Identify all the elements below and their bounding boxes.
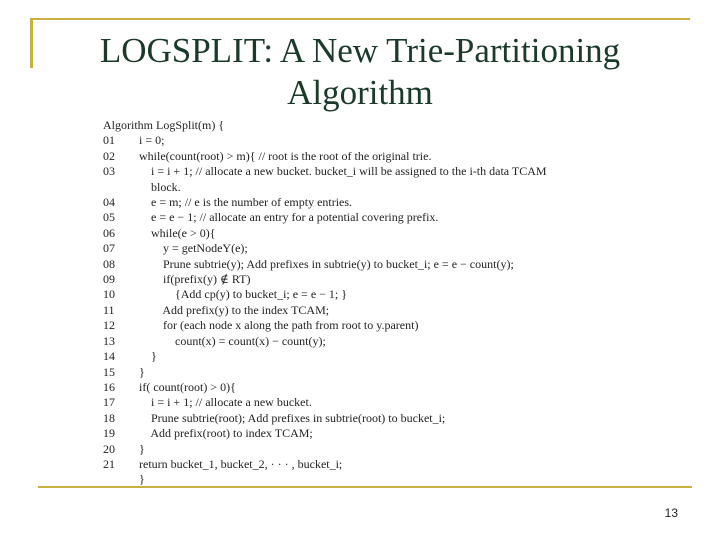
algorithm-line [103,241,643,256]
slide-title: LOGSPLIT: A New Trie-Partitioning Algorithm [99,31,621,112]
line-number: 16 [103,379,115,394]
line-number: 03 [103,164,115,179]
line-number [103,472,139,487]
line-number: 02 [103,148,115,163]
line-code: Add prefix(y) to the index TCAM; [139,302,330,317]
line-code: i = i + 1; // allocate a new bucket. [139,395,312,410]
line-code: i = 0; [139,133,165,148]
algorithm-line [103,195,643,210]
line-code: y = getNodeY(e); [139,241,248,256]
algorithm-line [103,349,643,364]
line-number: 18 [103,410,115,425]
algorithm-header [103,118,643,133]
algorithm-line [103,287,643,302]
line-code: e = m; // e is the number of empty entries. [139,195,353,210]
line-code: for (each node x along the path from root to y.parent) [139,318,419,333]
algorithm-line [103,442,643,457]
algorithm-line [103,180,643,195]
algorithm-line [103,257,643,272]
line-number: 21 [103,456,115,471]
line-code: Prune subtrie(root); Add prefixes in subtrie(root) to bucket_i; [139,410,446,425]
algorithm-line [103,164,643,179]
algorithm-line [103,272,643,287]
line-code: if( count(root) > 0){ [139,379,236,394]
line-number: 20 [103,441,115,456]
line-number: 07 [103,241,115,256]
line-number: 01 [103,133,115,148]
algorithm-line [103,133,643,148]
accent-bar-vertical [30,18,33,68]
line-code: i = i + 1; // allocate a new bucket. bucket_i will be assigned to the i-th data TCAM [139,164,547,179]
algorithm-line [103,395,643,410]
algorithm-header-text: Algorithm LogSplit(m) { [103,118,225,132]
line-code: } [139,349,157,364]
line-code: } [139,364,145,379]
line-code: while(count(root) > m){ // root is the root of the original trie. [139,148,432,163]
line-number: 05 [103,210,115,225]
line-code: Prune subtrie(y); Add prefixes in subtrie(y) to bucket_i; e = e − count(y); [139,256,514,271]
algorithm-line [103,411,643,426]
line-number: 11 [103,302,115,317]
algorithm-line [103,318,643,333]
line-code: if(prefix(y) ∉ RT) [139,272,251,287]
algorithm-line [103,334,643,349]
algorithm-line [103,303,643,318]
algorithm-line [103,226,643,241]
algorithm-line [103,472,643,487]
line-number: 13 [103,333,115,348]
line-number: 14 [103,349,115,364]
algorithm-line [103,426,643,441]
line-number: 04 [103,195,115,210]
line-number: 10 [103,287,115,302]
line-code: return bucket_1, bucket_2, · · · , bucket_i; [139,456,343,471]
line-code: count(x) = count(x) − count(y); [139,333,326,348]
line-number: 08 [103,256,115,271]
line-number: 06 [103,225,115,240]
line-code: } [139,472,145,487]
page-number: 13 [664,506,678,520]
line-code: Add prefix(root) to index TCAM; [139,426,313,441]
line-number: 19 [103,426,115,441]
line-code: {Add cp(y) to bucket_i; e = e − 1; } [139,287,348,302]
line-code: } [139,441,145,456]
algorithm-line [103,365,643,380]
algorithm-line [103,457,643,472]
line-code: block. [139,179,181,194]
algorithm-line [103,210,643,225]
line-number: 15 [103,364,115,379]
algorithm-line [103,149,643,164]
algorithm-line [103,380,643,395]
algorithm-listing [103,118,643,488]
line-number: 12 [103,318,115,333]
line-number: 17 [103,395,115,410]
line-code: while(e > 0){ [139,225,216,240]
line-code: e = e − 1; // allocate an entry for a potential covering prefix. [139,210,439,225]
accent-bar-top [30,18,690,20]
line-number: 09 [103,272,115,287]
line-number [103,180,139,195]
